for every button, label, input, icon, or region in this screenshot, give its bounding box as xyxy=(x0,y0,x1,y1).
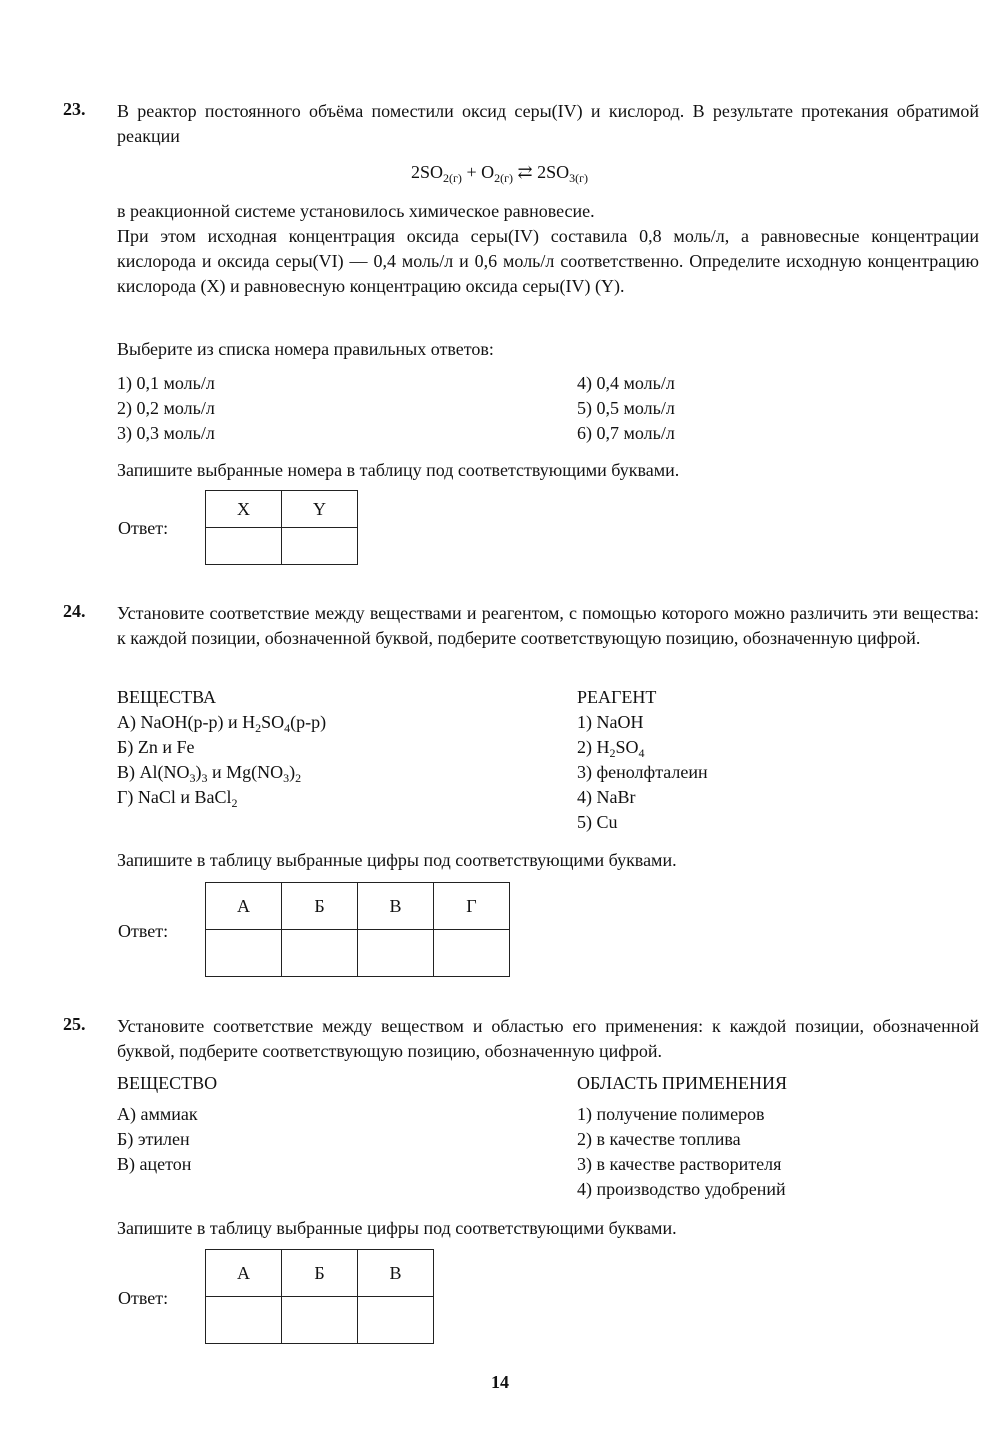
answer-header-a: А xyxy=(206,1250,282,1297)
answer-table-25 xyxy=(205,1249,434,1344)
reagent-3: 3) фенолфталеин xyxy=(577,762,708,782)
application-4: 4) производство удобрений xyxy=(577,1179,786,1199)
question-23-body-2: При этом исходная концентрация оксида серы(IV) составила 0,8 моль/л, а равновесные концентрации кислорода и оксида серы(VI) — 0,4 моль/л и 0,6 моль/л соответственно. Определите исходную концентрацию кислорода (X) и равновесную концентрацию оксида серы(IV) (Y). xyxy=(117,226,979,296)
substance-b: Б) Zn и Fe xyxy=(117,737,195,757)
option-1: 1) 0,1 моль/л xyxy=(117,373,215,393)
answer-header-b: Б xyxy=(282,883,358,930)
reagent-4: 4) NaBr xyxy=(577,787,636,807)
substance-v: В) $Al(NO_3)_3$ и $Mg(NO_3)_2$ xyxy=(117,762,302,785)
question-25-intro: Установите соответствие между веществом и областью его применения: к каждой позиции, обозначенной буквой, подберите соответствующую позицию, обозначенную цифрой. xyxy=(117,1016,979,1061)
question-24-instruction: Запишите в таблицу выбранные цифры под соответствующими буквами. xyxy=(117,850,677,870)
reagent-5: 5) Cu xyxy=(577,812,618,832)
application-3: 3) в качестве растворителя xyxy=(577,1154,782,1174)
option-2: 2) 0,2 моль/л xyxy=(117,398,215,418)
substance-a: А) NaOH(р-р) и $H_2SO_4(р-р)$ xyxy=(117,712,327,735)
equilibrium-arrow-icon: ⇄ xyxy=(517,162,533,182)
application-2: 2) в качестве топлива xyxy=(577,1129,741,1149)
answer-cell-b[interactable] xyxy=(282,1297,358,1344)
reagent-2: 2) $H_2SO_4$ xyxy=(577,737,645,760)
option-4: 4) 0,4 моль/л xyxy=(577,373,675,393)
application-title: ОБЛАСТЬ ПРИМЕНЕНИЯ xyxy=(577,1073,788,1093)
question-25-instruction: Запишите в таблицу выбранные цифры под соответствующими буквами. xyxy=(117,1218,677,1238)
question-24-number: 24. xyxy=(63,601,86,621)
answer-cell-v[interactable] xyxy=(358,930,434,977)
answer-label-25: Ответ: xyxy=(118,1288,169,1308)
option-6: 6) 0,7 моль/л xyxy=(577,423,675,443)
substance-ammonia: А) аммиак xyxy=(117,1104,198,1124)
reagent-1: 1) NaOH xyxy=(577,712,644,732)
application-1: 1) получение полимеров xyxy=(577,1104,765,1124)
answer-cell-a[interactable] xyxy=(206,1297,282,1344)
answer-cell-x[interactable] xyxy=(206,528,282,565)
answer-label-23: Ответ: xyxy=(118,518,169,538)
answer-header-y: Y xyxy=(282,491,358,528)
answer-cell-a[interactable] xyxy=(206,930,282,977)
answer-cell-v[interactable] xyxy=(358,1297,434,1344)
answer-cell-b[interactable] xyxy=(282,930,358,977)
substance-acetone: В) ацетон xyxy=(117,1154,192,1174)
reaction-equation: $2SO_{2(г)} + O_{2(г)}$ ⇄ $2SO_{3(г)}$ xyxy=(411,162,589,185)
option-3: 3) 0,3 моль/л xyxy=(117,423,215,443)
answer-header-g: Г xyxy=(434,883,510,930)
answer-cell-y[interactable] xyxy=(282,528,358,565)
answer-table-23 xyxy=(205,490,358,565)
answer-header-a: А xyxy=(206,883,282,930)
answer-table-24 xyxy=(205,882,510,977)
question-25-number: 25. xyxy=(63,1014,86,1034)
substance-g: Г) NaCl и BaCl$_2$ xyxy=(117,787,238,810)
answer-label-24: Ответ: xyxy=(118,921,169,941)
question-23-body-1: в реакционной системе установилось химическое равновесие. xyxy=(117,201,595,221)
answer-header-x: X xyxy=(206,491,282,528)
reagent-title: РЕАГЕНТ xyxy=(577,687,657,707)
substance-title: ВЕЩЕСТВО xyxy=(117,1073,218,1093)
question-23-instruction: Запишите выбранные номера в таблицу под соответствующими буквами. xyxy=(117,460,680,480)
answer-header-v: В xyxy=(358,1250,434,1297)
question-23-intro: В реактор постоянного объёма поместили оксид серы(IV) и кислород. В результате протекания обратимой реакции xyxy=(117,101,979,146)
answer-header-v: В xyxy=(358,883,434,930)
page-number: 14 xyxy=(491,1372,509,1392)
question-23-prompt: Выберите из списка номера правильных ответов: xyxy=(117,339,494,359)
answer-header-b: Б xyxy=(282,1250,358,1297)
substance-ethylene: Б) этилен xyxy=(117,1129,190,1149)
question-23-number: 23. xyxy=(63,99,86,119)
answer-cell-g[interactable] xyxy=(434,930,510,977)
option-5: 5) 0,5 моль/л xyxy=(577,398,675,418)
question-24-intro: Установите соответствие между веществами и реагентом, с помощью которого можно различить эти вещества: к каждой позиции, обозначенной буквой, подберите соответствующую позицию, обозначенную цифрой. xyxy=(117,603,979,648)
substances-title: ВЕЩЕСТВА xyxy=(117,687,217,707)
